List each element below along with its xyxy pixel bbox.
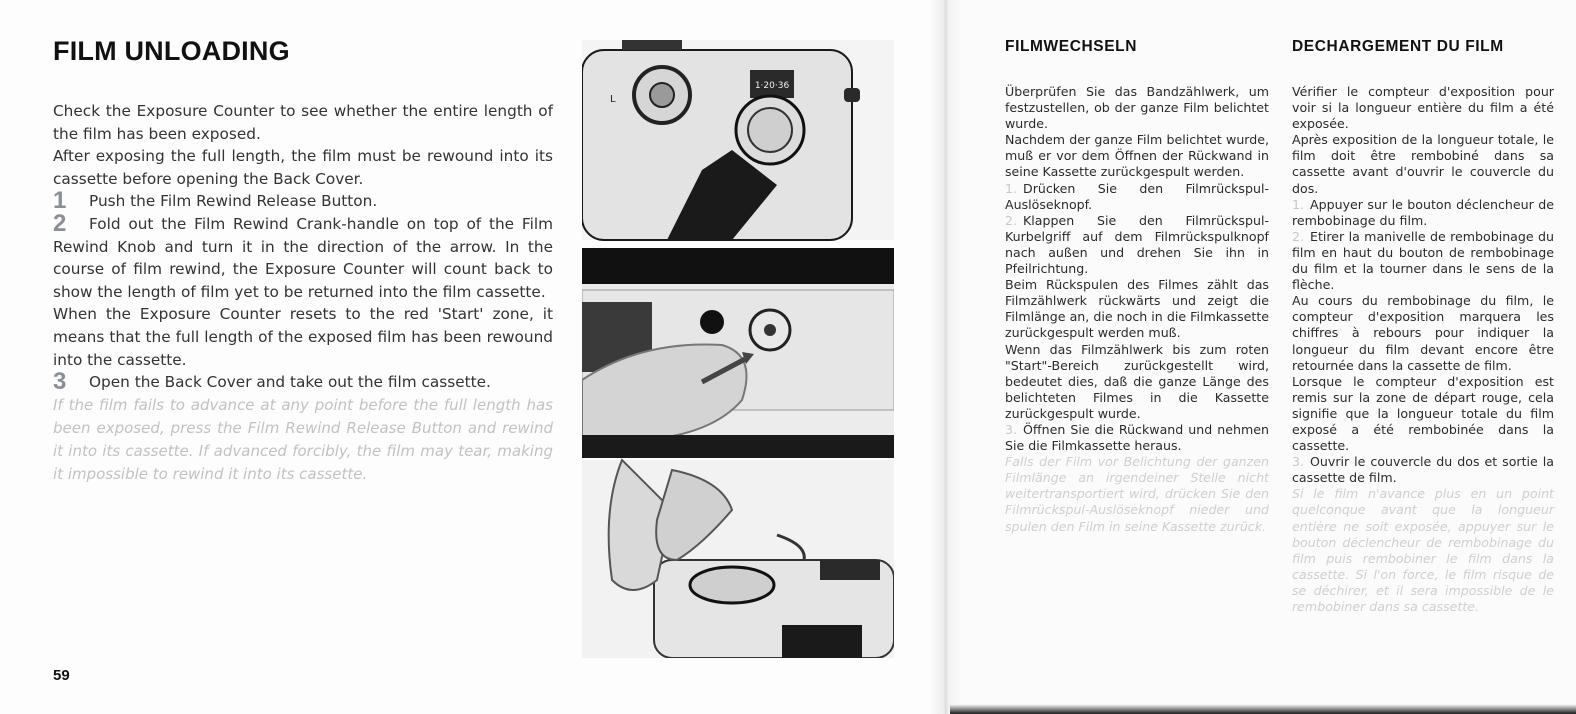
step-number: 1. (1292, 196, 1305, 212)
intro-paragraph: After exposing the full length, the film must be rewound into its cassette before opening the Back Cover. (53, 147, 553, 188)
step-text: Fold out the Film Rewind Crank-handle on top of the Film Rewind Knob and turn it in the direction of the arrow. In the course of film rewind, the Exposure Counter will count back to show the length of film yet to be returned into the film cassette. (53, 214, 553, 301)
lever-letter: L (610, 94, 616, 105)
step-text: Klappen Sie den Filmrückspul-Kurbelgriff auf dem Filmrückspulknopf nach außen und drehen Sie ihn in Pfeilrichtung. (1005, 212, 1269, 277)
step-text: Drücken Sie den Filmrückspul-Auslöseknopf. (1005, 180, 1269, 212)
french-step-3 (1292, 454, 1554, 486)
step-text: Push the Film Rewind Release Button. (89, 192, 378, 211)
french-paragraph: Au cours du rembobinage du film, le compteur d'exposition marquera les chiffres à rebours pour indiquer la longueur du film devant encore être retournée dans la cassette de film. (1292, 293, 1554, 373)
step-number: 3. (1005, 421, 1018, 437)
french-paragraph: Lorsque le compteur d'exposition est remis sur la zone de départ rouge, cela signifie que la longueur totale du film exposé a été rembobinée dans la cassette. (1292, 373, 1554, 454)
photo-rewind-knob (582, 40, 894, 240)
step-number: 3. (1292, 454, 1305, 470)
german-step-2 (1005, 213, 1269, 277)
step-number: 2. (1292, 228, 1305, 244)
german-step-1 (1005, 181, 1269, 213)
french-step-1 (1292, 197, 1554, 229)
step-text: Öffnen Sie die Rückwand und nehmen Sie die Filmkassette heraus. (1005, 421, 1269, 454)
step-2 (53, 209, 553, 303)
french-step-2 (1292, 229, 1554, 293)
step-2-extra: When the Exposure Counter resets to the red 'Start' zone, it means that the full length of the exposed film has been rewound into the cassette. (53, 305, 553, 369)
french-note: Si le film n'avance plus en un point quelconque avant que la longueur entière ne soit exposée, appuyer sur le bouton déclencheur de rembobinage du film puis rembobiner le film dans la cassette. Si l'on force, le film risque de se déchirer, et il sera impossible de le rembobiner dans sa cassette. (1292, 486, 1554, 614)
german-intro: Überprüfen Sie das Bandzählwerk, um festzustellen, ob der ganze Film belichtet wurde. (1005, 84, 1269, 132)
french-column (1292, 38, 1554, 615)
step-text: Open the Back Cover and take out the film cassette. (89, 373, 491, 392)
step-number: 1. (1005, 180, 1018, 196)
step-text: Appuyer sur le bouton déclencheur de rembobinage du film. (1292, 196, 1554, 228)
german-paragraph: Beim Rückspulen des Filmes zählt das Filmzählwerk rückwärts und zeigt die Filmlänge an, die noch in die Filmkassette zurückgespult werden muß. (1005, 277, 1269, 341)
photo-release-button (582, 248, 894, 458)
english-body (53, 100, 553, 486)
step-text: Etirer la manivelle de rembobinage du film en haut du bouton de rembobinage du film et la tourner dans le sens de la flèche. (1292, 228, 1554, 293)
french-intro: Après exposition de la longueur totale, le film doit être rembobiné dans sa cassette avant d'ouvrir le couvercle du dos. (1292, 132, 1554, 196)
page-number: 59 (53, 667, 70, 684)
instruction-photos (582, 40, 894, 658)
german-intro: Nachdem der ganze Film belichtet wurde, muß er vor dem Öffnen der Rückwand in seine Kassette zurückgespult werden. (1005, 132, 1269, 180)
step-text: Ouvrir le couvercle du dos et sortie la cassette de film. (1292, 454, 1554, 486)
intro-paragraph: Check the Exposure Counter to see whether the entire length of the film has been exposed. (53, 102, 553, 143)
german-column (1005, 38, 1269, 535)
step-number: 2 (53, 209, 67, 237)
step-number: 1 (53, 187, 67, 215)
german-paragraph: Wenn das Filmzählwerk bis zum roten "Start"-Bereich zurückgestellt wird, bedeutet dies, daß die ganze Länge des belichteten Filmes in die Kassette zurückgespult wurde. (1005, 341, 1269, 421)
photo-rewind-crank (582, 460, 894, 658)
caution-note: If the film fails to advance at any point before the full length has been exposed, press the Film Rewind Release Button and rewind it into its cassette. If advanced forcibly, the film may tear, making it impossible to rewind it into its cassette. (53, 395, 553, 483)
german-step-3 (1005, 422, 1269, 454)
german-heading: FILMWECHSELN (1005, 38, 1138, 55)
french-text (1292, 84, 1554, 615)
book-gutter (928, 0, 962, 714)
counter-marks: 1·20·36 (754, 81, 790, 91)
german-note: Falls der Film vor Belichtung der ganzen Filmlänge an irgendeiner Stelle nicht weitertransportiert wird, drücken Sie den Filmrückspul-Auslöseknopf nieder und spulen den Film in seine Kassette zurück. (1005, 454, 1269, 534)
french-heading: DECHARGEMENT DU FILM (1292, 38, 1504, 55)
step-1 (53, 187, 553, 215)
step-number: 2. (1005, 212, 1018, 228)
german-text (1005, 84, 1269, 535)
step-number: 3 (53, 368, 67, 396)
page-title: FILM UNLOADING (53, 36, 290, 66)
scan-bottom-edge (950, 704, 1576, 714)
french-intro: Vérifier le compteur d'exposition pour voir si la longueur entière du film a été exposée. (1292, 84, 1554, 132)
step-3 (53, 368, 553, 396)
